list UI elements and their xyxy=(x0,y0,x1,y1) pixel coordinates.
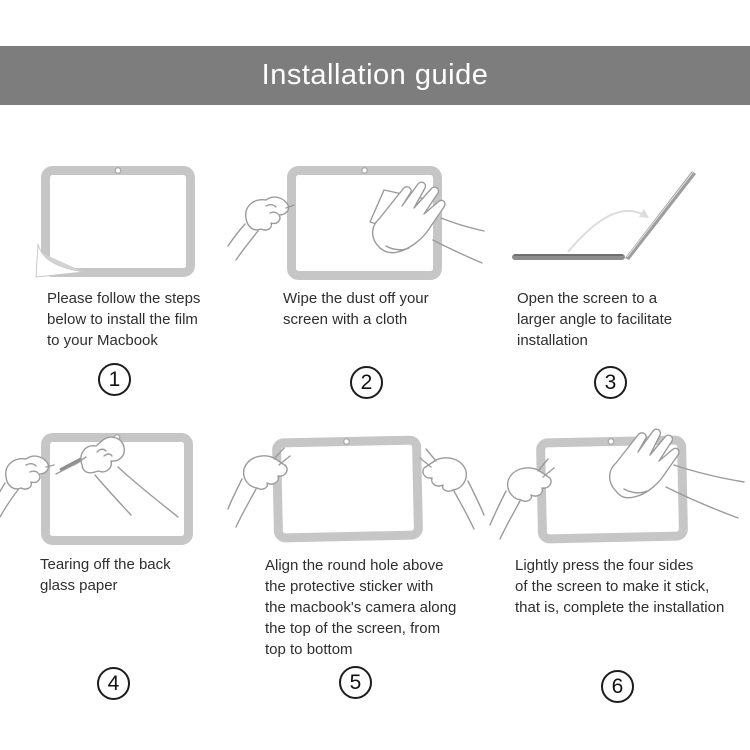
camera-dot xyxy=(344,439,350,445)
step-4-caption: Tearing off the back glass paper xyxy=(40,556,171,594)
step-2-number: 2 xyxy=(350,366,383,399)
tear-off-backing-paper-icon xyxy=(0,425,235,557)
screen-frame xyxy=(277,440,419,538)
screen-frame xyxy=(46,171,191,273)
press-four-sides-icon xyxy=(488,425,750,560)
step-5-caption: Align the round hole above the protective sticker with the macbook's camera along the top of the screen, from top to bottom xyxy=(265,557,457,658)
step-1-number: 1 xyxy=(98,363,131,396)
align-camera-hole-icon xyxy=(228,425,490,560)
laptop-screen xyxy=(625,171,696,260)
laptop-base-edge xyxy=(514,254,623,256)
laptop-screen-highlight xyxy=(627,172,693,257)
step-3-number: 3 xyxy=(594,366,627,399)
header-banner xyxy=(0,46,750,105)
step-6-caption: Lightly press the four sides of the screen to make it stick, that is, complete the installation xyxy=(515,557,725,616)
camera-dot xyxy=(608,439,614,445)
open-laptop-wide-angle-icon xyxy=(498,158,748,270)
film-corner-peel-icon xyxy=(28,158,208,286)
right-hand xyxy=(420,449,484,529)
step-3-caption: Open the screen to a larger angle to facilitate installation xyxy=(517,290,673,349)
camera-dot xyxy=(115,168,121,174)
camera-dot xyxy=(362,168,368,174)
step-2-caption: Wipe the dust off your screen with a cloth xyxy=(283,290,429,328)
page-title: Installation guide xyxy=(261,59,489,91)
wipe-screen-with-cloth-icon xyxy=(228,156,486,286)
step-4-number: 4 xyxy=(97,667,130,700)
open-arrow xyxy=(568,211,644,252)
step-1-caption: Please follow the steps below to install the film to your Macbook xyxy=(47,290,201,349)
pinch-hand xyxy=(228,197,294,260)
step-6-number: 6 xyxy=(601,670,634,703)
step-5-number: 5 xyxy=(339,666,372,699)
